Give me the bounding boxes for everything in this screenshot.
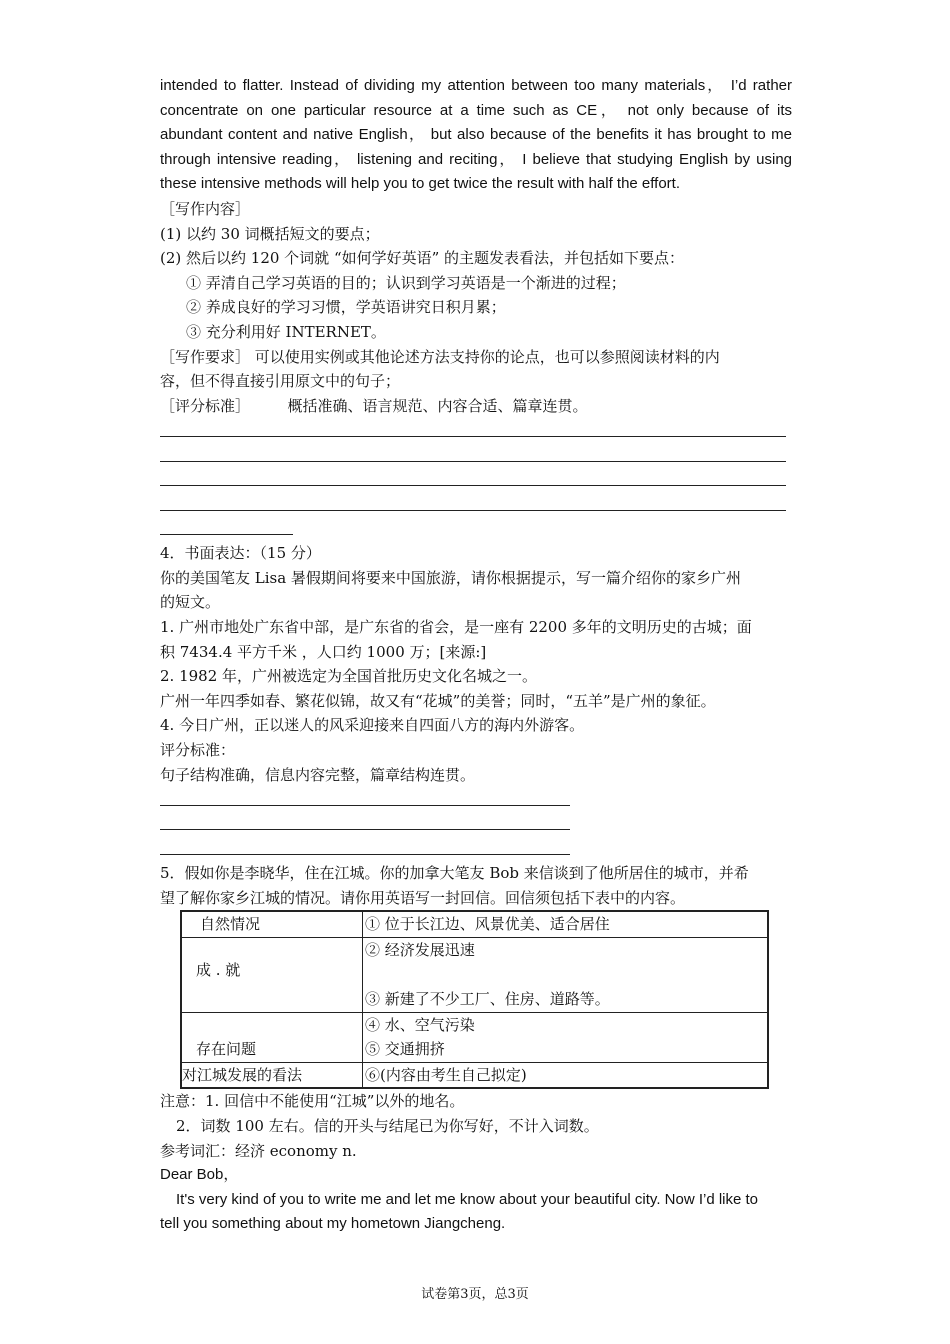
answer-line	[160, 517, 792, 542]
page-content	[160, 74, 792, 1237]
q4-criteria-heading: 评分标准：	[160, 741, 236, 760]
passage-line: abundant content and native English， but also because of the benefits it has brought to me	[160, 126, 792, 144]
letter-body: It's very kind of you to write me and let me know about your beautiful city. Now I’d like to	[176, 1190, 759, 1208]
table-value-line: ④ 水、空气污染	[365, 1015, 475, 1034]
passage-line: intended to flatter. Instead of dividing my attention between too many materials， I’d rather	[160, 77, 792, 94]
table-key: 成 . 就	[181, 937, 363, 1012]
table-key: 存在问题	[181, 1012, 363, 1062]
table-value-line: ② 经济发展迅速	[365, 940, 475, 959]
note-1: 注意：1. 回信中不能使用“江城”以外的地名。	[160, 1092, 465, 1111]
scoring-criteria: ［评分标准］ 概括准确、语言规范、内容合适、篇章连贯。	[160, 396, 588, 415]
table-key: 自然情况	[181, 911, 363, 937]
answer-line	[160, 443, 792, 468]
info-table	[180, 910, 769, 1089]
answer-line	[160, 468, 792, 493]
q4-intro: 的短文。	[160, 593, 221, 612]
letter-salutation: Dear Bob，	[160, 1166, 239, 1184]
page-footer: 试卷第3页，总3页	[421, 1287, 529, 1302]
passage-line: concentrate on one particular resource at a time such as CE， not only because of its	[160, 101, 792, 119]
content-heading: ［写作内容］	[160, 199, 251, 218]
point-3: ③ 充分利用好 INTERNET。	[186, 322, 386, 341]
q4-info-4: 4. 今日广州，正以迷人的风采迎接来自四面八方的海内外游客。	[160, 716, 585, 735]
table-row	[181, 1062, 768, 1088]
requirements-line: 容，但不得直接引用原文中的句子；	[160, 372, 401, 391]
table-row	[181, 911, 768, 937]
content-item-2: (2) 然后以约 120 个词就 “如何学好英语” 的主题发表看法，并包括如下要点：	[160, 249, 685, 268]
q4-info-1: 1. 广州市地处广东省中部，是广东省的省会，是一座有 2200 多年的文明历史的古城；面	[160, 618, 752, 637]
answer-line	[160, 418, 792, 443]
table-row	[181, 1012, 768, 1062]
table-spacer	[365, 962, 765, 987]
table-value: ⑥(内容由考生自己拟定)	[363, 1062, 769, 1088]
q4-info-3: 广州一年四季如春、繁花似锦，故又有“花城”的美誉；同时，“五羊”是广州的象征。	[160, 691, 716, 710]
letter-body: tell you something about my hometown Jiangcheng.	[160, 1215, 506, 1233]
answer-line	[160, 787, 792, 812]
q4-title: 4．书面表达：（15 分）	[160, 544, 321, 563]
table-key: 对江城发展的看法	[181, 1062, 363, 1088]
table-value-line: ⑤ 交通拥挤	[365, 1040, 445, 1059]
answer-line	[160, 492, 792, 517]
q4-info-2: 2. 1982 年，广州被选定为全国首批历史文化名城之一。	[160, 667, 538, 686]
table-value-line: ③ 新建了不少工厂、住房、道路等。	[365, 989, 610, 1008]
passage-line: through intensive reading， listening and reciting， I believe that studying English by using	[160, 150, 792, 168]
table-value	[363, 1012, 769, 1062]
table-value: ① 位于长江边、风景优美、适合居住	[363, 911, 769, 937]
table-row	[181, 937, 768, 1012]
vocab-hint: 参考词汇：经济 economy n.	[160, 1141, 357, 1160]
table-value	[363, 937, 769, 1012]
note-2: 2．词数 100 左右。信的开头与结尾已为你写好，不计入词数。	[176, 1116, 599, 1135]
q4-intro: 你的美国笔友 Lisa 暑假期间将要来中国旅游，请你根据提示，写一篇介绍你的家乡广州	[160, 568, 741, 587]
q4-info-1: 积 7434.4 平方千米 ，人口约 1000 万；[来源:]	[160, 642, 487, 661]
q5-intro: 5．假如你是李晓华，住在江城。你的加拿大笔友 Bob 来信谈到了他所居住的城市，并希	[160, 864, 749, 882]
answer-line	[160, 812, 792, 837]
q4-criteria: 句子结构准确，信息内容完整，篇章结构连贯。	[160, 765, 476, 784]
point-1: ① 弄清自己学习英语的目的；认识到学习英语是一个渐进的过程；	[186, 273, 626, 292]
requirements-line: ［写作要求］ 可以使用实例或其他论述方法支持你的论点，也可以参照阅读材料的内	[160, 347, 720, 366]
answer-line	[160, 836, 792, 861]
point-2: ② 养成良好的学习习惯，学英语讲究日积月累；	[186, 298, 506, 317]
q5-intro: 望了解你家乡江城的情况。请你用英语写一封回信。回信须包括下表中的内容。	[160, 888, 686, 907]
content-item-1: (1) 以约 30 词概括短文的要点；	[160, 224, 380, 243]
passage-line: these intensive methods will help you to get twice the result with half the effort.	[160, 175, 681, 193]
